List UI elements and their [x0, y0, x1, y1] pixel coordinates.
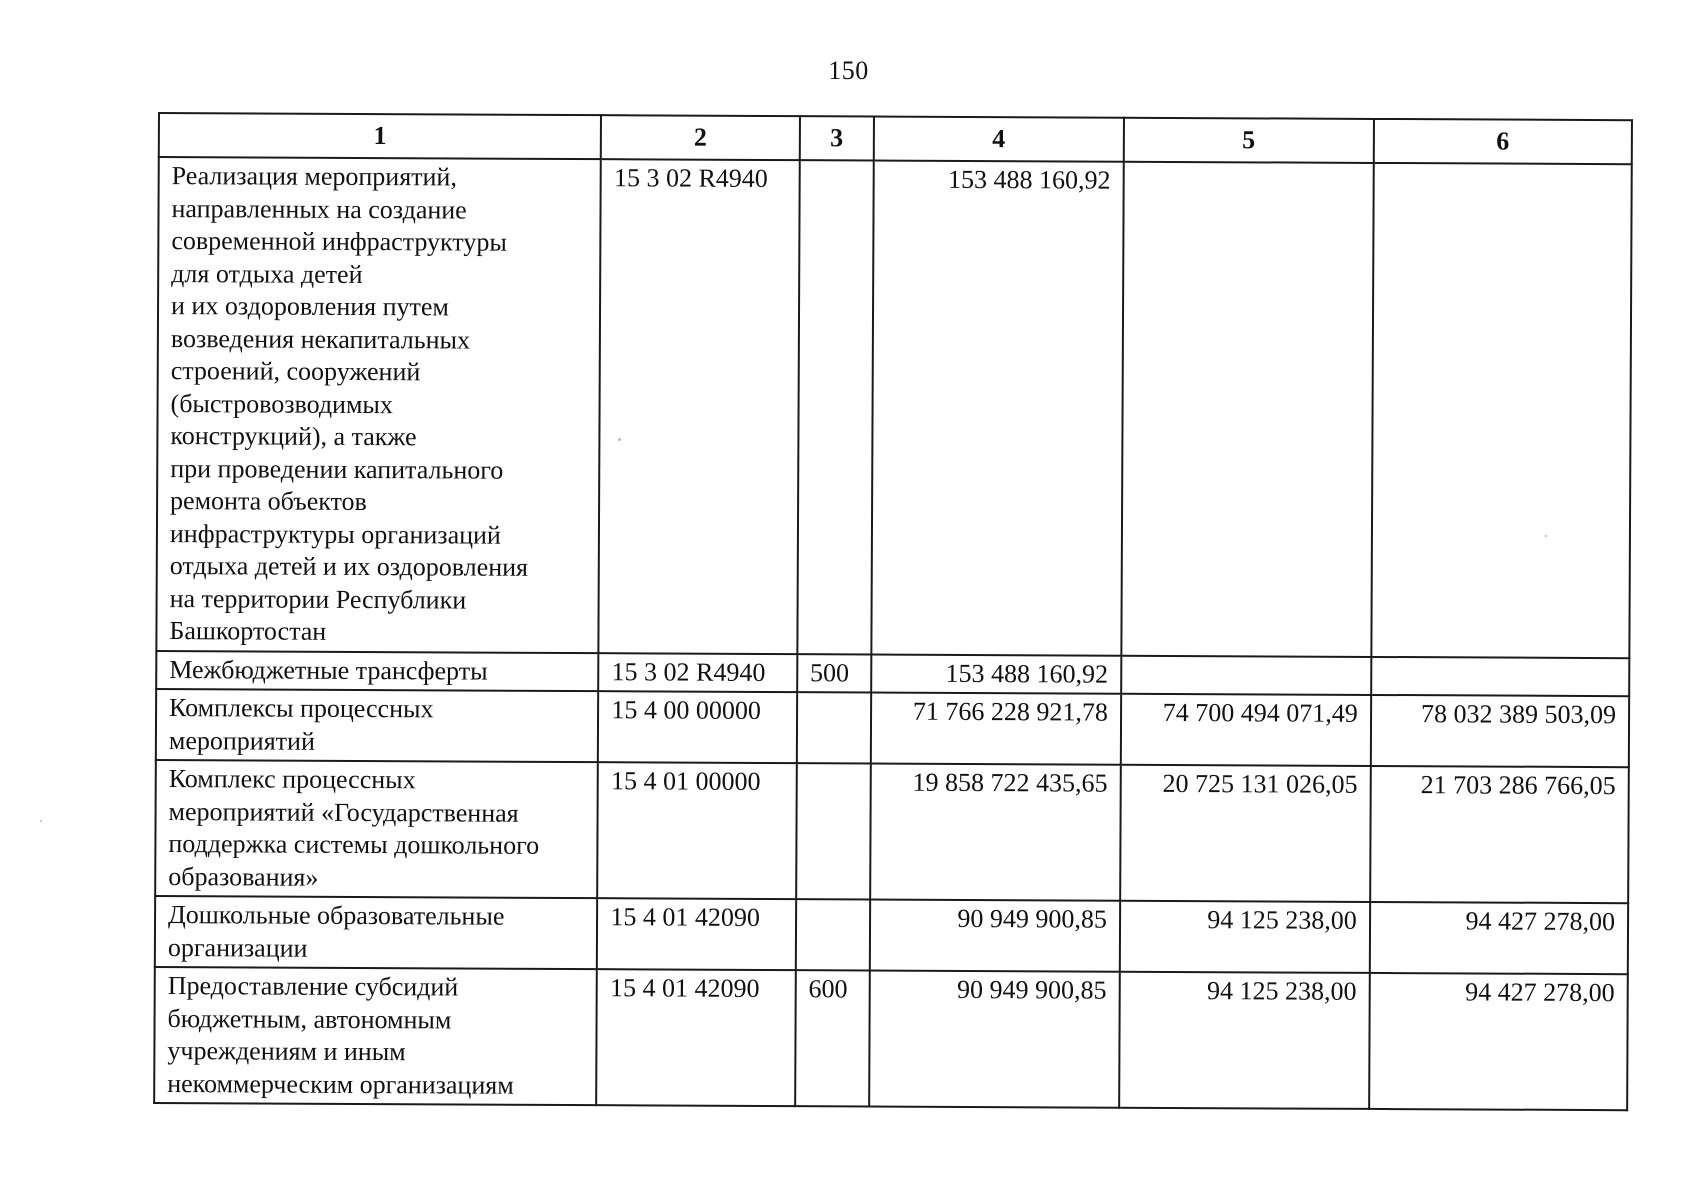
table-header-row [159, 113, 1632, 164]
row-amount-col5: 74 700 494 071,49 [1121, 694, 1371, 766]
row-code: 15 4 01 00000 [597, 762, 796, 899]
row-amount-col6: 94 427 278,00 [1370, 902, 1629, 974]
row-amount-col5 [1121, 162, 1373, 657]
row-name: Комплекс процессных мероприятий «Государственная поддержка системы дошкольного образования» [155, 760, 598, 898]
row-amount-col4: 90 949 900,85 [869, 970, 1120, 1107]
row-code: 15 3 02 R4940 [599, 159, 800, 653]
column-header-6: 6 [1374, 119, 1632, 164]
row-amount-col5: 94 125 238,00 [1120, 901, 1370, 973]
row-name: Реализация мероприятий, направленных на создание современной инфраструктуры для отдыха детей и их оздоровления путем возведения некапитальных строений, сооружений (быстровозводимых конструкций), а также при проведении капитального ремонта объектов инфраструктуры организаций отдыха детей и их оздоровления на территории Республики Башкортостан [156, 157, 601, 653]
row-expense-type: 600 [795, 970, 870, 1106]
table-row [155, 896, 1628, 974]
table-row [156, 689, 1629, 767]
row-name: Предоставление субсидий бюджетным, автономным учреждениям и иным некоммерческим организациям [154, 967, 597, 1105]
table-row [154, 967, 1628, 1110]
row-code: 15 4 01 42090 [596, 969, 795, 1106]
row-amount-col4: 153 488 160,92 [871, 160, 1123, 655]
row-code: 15 4 01 42090 [597, 898, 796, 970]
row-expense-type [796, 899, 870, 970]
scan-speck [1545, 535, 1547, 537]
row-amount-col4: 90 949 900,85 [870, 899, 1120, 971]
row-amount-col5: 94 125 238,00 [1119, 972, 1370, 1109]
row-name: Дошкольные образовательные организации [155, 896, 598, 969]
row-amount-col4: 153 488 160,92 [871, 654, 1121, 694]
scan-speck [40, 820, 42, 822]
row-expense-type [797, 692, 871, 763]
row-name: Комплексы процессных мероприятий [156, 689, 599, 762]
row-amount-col6: 94 427 278,00 [1369, 973, 1628, 1110]
page-number: 150 [828, 56, 869, 85]
row-name: Межбюджетные трансферты [156, 650, 598, 691]
scan-speck [618, 438, 621, 441]
column-header-5: 5 [1124, 118, 1374, 163]
row-code: 15 3 02 R4940 [598, 653, 797, 692]
row-amount-col6: 21 703 286 766,05 [1370, 766, 1629, 903]
budget-table [153, 112, 1633, 1111]
row-expense-type: 500 [797, 654, 871, 693]
row-amount-col5: 20 725 131 026,05 [1120, 765, 1371, 902]
row-amount-col6 [1371, 656, 1629, 696]
column-header-4: 4 [874, 116, 1124, 161]
column-header-2: 2 [601, 115, 800, 160]
row-amount-col4: 71 766 228 921,78 [871, 692, 1121, 764]
column-header-3: 3 [800, 116, 874, 160]
row-code: 15 4 00 00000 [598, 691, 797, 763]
row-amount-col6 [1371, 163, 1632, 658]
row-expense-type [797, 160, 873, 654]
table-row [156, 157, 1631, 658]
row-expense-type [796, 763, 871, 899]
column-header-1: 1 [159, 113, 602, 159]
row-amount-col4: 19 858 722 435,65 [870, 763, 1121, 900]
row-amount-col6: 78 032 389 503,09 [1371, 695, 1630, 767]
table-row [155, 760, 1629, 903]
row-amount-col5 [1121, 655, 1371, 695]
